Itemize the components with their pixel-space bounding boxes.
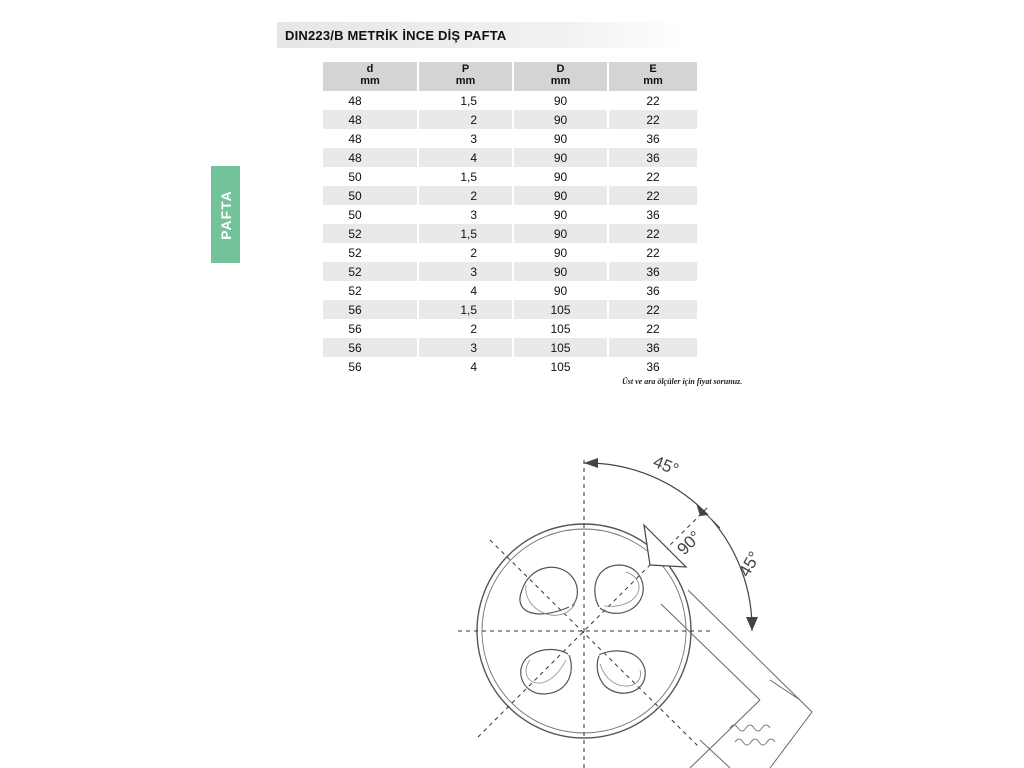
cell-d: 52 [323, 281, 418, 300]
cell-dd: 105 [513, 338, 608, 357]
angle-label-side: 45° [735, 548, 765, 580]
angle-arc-top [584, 463, 708, 515]
angle-label-top: 45° [650, 452, 682, 480]
cutting-bore [520, 565, 645, 694]
header-e: E mm [608, 62, 698, 91]
arrowhead [584, 458, 598, 468]
cell-e: 22 [608, 110, 698, 129]
cell-e: 22 [608, 319, 698, 338]
price-note: Üst ve ara ölçüler için fiyat sorunuz. [622, 377, 743, 386]
cell-p: 2 [418, 110, 513, 129]
cell-dd: 90 [513, 262, 608, 281]
cell-dd: 90 [513, 129, 608, 148]
cell-dd: 90 [513, 205, 608, 224]
cell-d: 56 [323, 338, 418, 357]
cell-e: 36 [608, 338, 698, 357]
side-tab-label: PAFTA [217, 189, 234, 240]
cell-d: 56 [323, 357, 418, 376]
die-side-view [661, 590, 812, 768]
cell-p: 4 [418, 148, 513, 167]
cell-p: 2 [418, 319, 513, 338]
cell-p: 1,5 [418, 224, 513, 243]
cell-d: 52 [323, 243, 418, 262]
cell-e: 36 [608, 281, 698, 300]
cell-dd: 90 [513, 91, 608, 110]
cell-e: 36 [608, 148, 698, 167]
cell-e: 36 [608, 205, 698, 224]
cell-d: 50 [323, 167, 418, 186]
cell-dd: 90 [513, 148, 608, 167]
cell-dd: 105 [513, 357, 608, 376]
cell-e: 22 [608, 91, 698, 110]
page-title: DIN223/B METRİK İNCE DİŞ PAFTA [285, 28, 507, 43]
cell-p: 1,5 [418, 91, 513, 110]
angle-leader [700, 508, 720, 528]
cell-d: 48 [323, 91, 418, 110]
cell-d: 50 [323, 186, 418, 205]
cell-d: 48 [323, 110, 418, 129]
angle-label-mid: 90° [673, 527, 706, 559]
cell-dd: 90 [513, 224, 608, 243]
header-d: d mm [323, 62, 418, 91]
cell-e: 36 [608, 129, 698, 148]
cell-dd: 105 [513, 319, 608, 338]
cell-p: 1,5 [418, 167, 513, 186]
cell-p: 3 [418, 262, 513, 281]
cell-e: 36 [608, 262, 698, 281]
cell-dd: 90 [513, 167, 608, 186]
cell-p: 3 [418, 338, 513, 357]
cell-d: 48 [323, 129, 418, 148]
cell-e: 22 [608, 167, 698, 186]
cell-p: 1,5 [418, 300, 513, 319]
cell-e: 22 [608, 300, 698, 319]
cell-p: 3 [418, 129, 513, 148]
cell-d: 52 [323, 224, 418, 243]
arrowhead [746, 617, 758, 631]
cell-p: 4 [418, 281, 513, 300]
cell-e: 36 [608, 357, 698, 376]
centerlines [458, 460, 712, 768]
cell-d: 56 [323, 319, 418, 338]
cell-dd: 90 [513, 243, 608, 262]
cell-d: 50 [323, 205, 418, 224]
cell-p: 2 [418, 243, 513, 262]
header-dd: D mm [513, 62, 608, 91]
cell-p: 2 [418, 186, 513, 205]
cell-e: 22 [608, 186, 698, 205]
cell-d: 52 [323, 262, 418, 281]
cell-e: 22 [608, 243, 698, 262]
cell-p: 4 [418, 357, 513, 376]
header-p: P mm [418, 62, 513, 91]
cell-dd: 90 [513, 110, 608, 129]
cell-d: 56 [323, 300, 418, 319]
cell-dd: 90 [513, 281, 608, 300]
cell-p: 3 [418, 205, 513, 224]
cell-d: 48 [323, 148, 418, 167]
cell-dd: 90 [513, 186, 608, 205]
cell-e: 22 [608, 224, 698, 243]
cell-dd: 105 [513, 300, 608, 319]
